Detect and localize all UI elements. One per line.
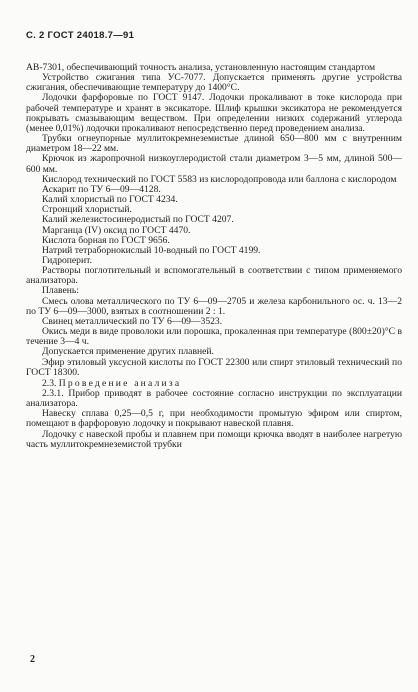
paragraph: Свинец металлический по ТУ 6—09—3523. (42, 315, 223, 327)
paragraph: Аскарит по ТУ 6—09—4128. (42, 183, 161, 195)
paragraph: Калий хлористый по ГОСТ 4234. (42, 194, 178, 206)
paragraph: Эфир этиловый уксусной кислоты по ГОСТ 22300 или спирт этиловый технический по ГОСТ 18300. (26, 356, 402, 378)
paragraph: Лодочки фарфоровые по ГОСТ 9147. Лодочки прокаливают в токе кислорода при рабочей температуре и хранят в эксикаторе. Шлиф крышки эксикатора не рекомендуется покрывать смазывающим веществом. При определении низких содержаний углерода (менее 0,01%) лодочки прокаливают непосредственно перед проведением анализа. (26, 92, 402, 134)
paragraph: Устройство сжигания типа УС-7077. Допускается применять другие устройства сжигания, обеспечивающие температуру до 1400°С. (26, 72, 402, 94)
paragraph: Кислота борная по ГОСТ 9656. (42, 234, 170, 246)
paragraph: АВ-7301, обеспечивающий точность анализа, установленную настоящим стандартом (26, 62, 376, 73)
paragraph: Кислород технический по ГОСТ 5583 из кислородопровода или баллона с кислородом (42, 173, 397, 185)
paragraph-group-materials (26, 63, 402, 378)
section-title: Проведение анализа (58, 377, 182, 389)
document-page (26, 30, 402, 450)
paragraph: Плавень: (42, 285, 79, 297)
paragraph: Навеску сплава 0,25—0,5 г, при необходимости промытую эфиром или спиртом, помещают в фарфоровую лодочку и покрывают навеской плавня. (26, 408, 402, 430)
running-header: С. 2 ГОСТ 24018.7—91 (26, 30, 135, 41)
paragraph: Растворы поглотительный и вспомогательный в соответствии с типом применяемого анализатора. (26, 265, 402, 287)
paragraph: Калий железистосинеродистый по ГОСТ 4207. (42, 214, 234, 226)
paragraph: Натрий тетраборнокислый 10-водный по ГОСТ 4199. (42, 244, 261, 256)
paragraph: Лодочку с навеской пробы и плавнем при помощи крючка вводят в наиболее нагретую часть муллитокремнеземистой трубки (26, 428, 402, 450)
paragraph: Окись меди в виде проволоки или порошка, прокаленная при температуре (800±20)°С в течение 3—4 ч. (26, 326, 402, 348)
page-number: 2 (30, 654, 35, 665)
paragraph: Трубки огнеупорные муллитокремнеземистые длиной 650—800 мм с внутренним диаметром 18—22 мм. (26, 133, 402, 155)
paragraph: Крючок из жаропрочной низкоуглеродистой стали диаметром 3—5 мм, длиной 500—600 мм. (26, 153, 402, 175)
paragraph-group-procedure (26, 389, 402, 450)
document-body (26, 63, 402, 450)
paragraph: 2.3.1. Прибор приводят в рабочее состояние согласно инструкции по эксплуатации анализатора. (26, 388, 402, 410)
paragraph: Допускается применение других плавней. (42, 346, 214, 358)
paragraph: Гидроперит. (42, 254, 92, 266)
paragraph: Марганца (IV) оксид по ГОСТ 4470. (42, 224, 191, 236)
paragraph: Стронций хлористый. (42, 204, 132, 216)
section-number: 2.3. (42, 377, 57, 389)
paragraph: Смесь олова металлического по ТУ 6—09—2705 и железа карбонильного ос. ч. 13—2 по ТУ 6—09—3000, взятых в соотношении 2 : 1. (26, 295, 402, 317)
